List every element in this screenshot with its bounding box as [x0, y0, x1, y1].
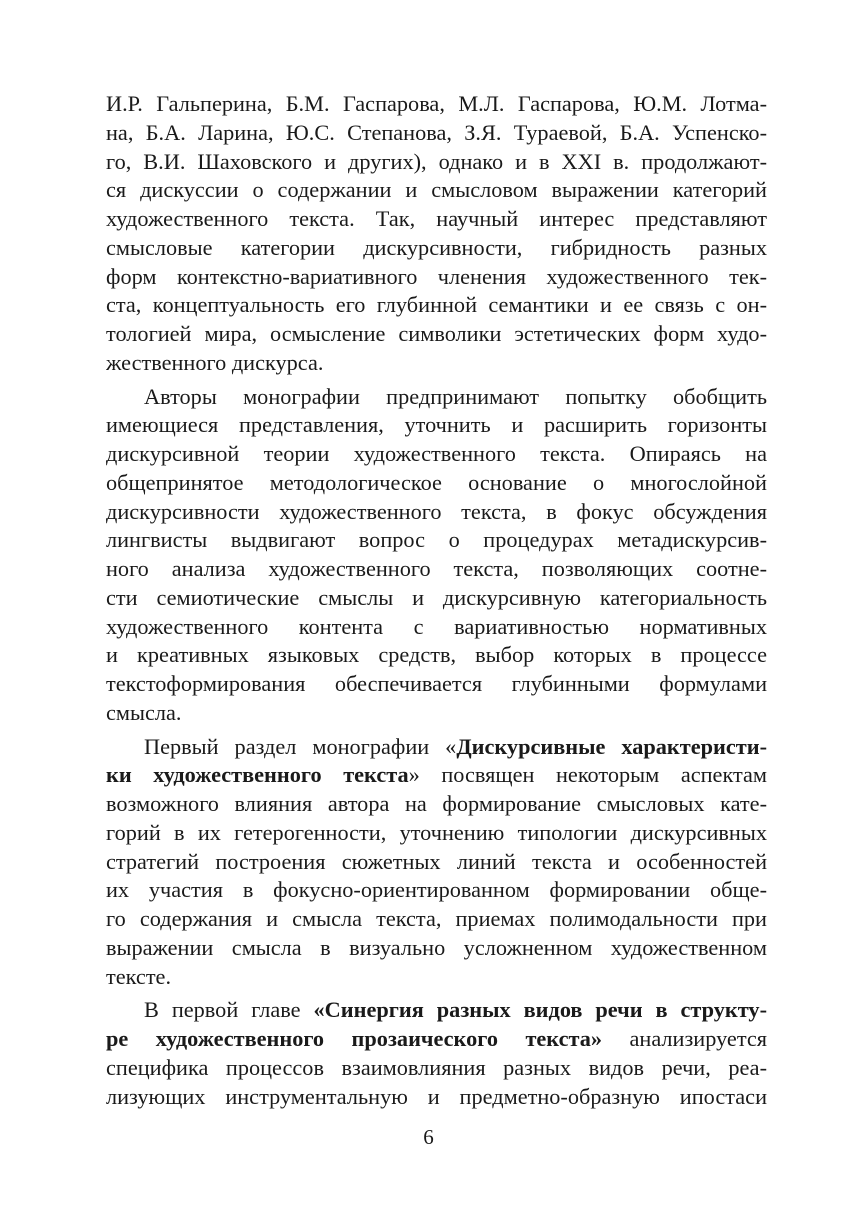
body-text: [106, 90, 767, 1111]
text-line: текстоформирования обеспечивается глубинными формулами: [106, 671, 767, 696]
paragraph-3: [106, 733, 767, 992]
text-run: анализируется: [602, 1026, 767, 1051]
paragraph-2: [106, 383, 767, 728]
text-line: ся дискуссии о содержании и смысловом выражении категорий: [106, 177, 767, 203]
bold-chapter-title: ре художественного прозаического текста»: [106, 1026, 603, 1051]
text-line: Авторы монографии предпринимают попытку обобщить: [144, 383, 767, 409]
text-line: выражении смысла в визуально усложненном художественном: [106, 934, 767, 960]
text-line: возможного влияния автора на формирование смысловых кате-: [106, 791, 767, 816]
text-line: художественного контента с вариативностью нормативных: [106, 613, 767, 639]
text-line: тологией мира, осмысление символики эстетических форм худо-: [106, 321, 767, 346]
paragraph-1: [106, 90, 767, 378]
text-line: смысловые категории дискурсивности, гибридность разных: [106, 234, 767, 260]
text-line: жественного дискурса.: [106, 349, 324, 375]
text-line: го содержания и смысла текста, приемах полимодальности при: [106, 906, 767, 931]
text-line: го, В.И. Шаховского и других), однако и в XXI в. продолжают-: [106, 148, 767, 174]
text-line: горий в их гетерогенности, уточнению типологии дискурсивных: [106, 819, 767, 845]
paragraph-4: [106, 996, 767, 1111]
text-line: [106, 996, 767, 1025]
bold-chapter-title: «Синергия разных видов речи в структу-: [313, 997, 767, 1023]
text-line: дискурсивной теории художественного текста. Опираясь на: [106, 441, 767, 466]
text-line: специфика процессов взаимовлияния разных видов речи, реа-: [106, 1054, 767, 1080]
text-line: тексте.: [106, 963, 172, 989]
text-line: ного анализа художественного текста, позволяющих соотне-: [106, 556, 767, 581]
bold-section-title: ки художественного текста: [106, 762, 409, 788]
text-line: и креативных языковых средств, выбор которых в процессе: [106, 642, 767, 668]
text-line: [106, 733, 767, 762]
text-line: [106, 761, 767, 790]
text-run: В первой главе: [144, 997, 314, 1023]
text-line: их участия в фокусно-ориентированном формировании обще-: [106, 877, 767, 903]
text-run: Первый раздел монографии «: [144, 733, 457, 759]
text-line: стратегий построения сюжетных линий текста и особенностей: [106, 848, 767, 874]
text-line: И.Р. Гальперина, Б.М. Гаспарова, М.Л. Гаспарова, Ю.М. Лотма-: [106, 91, 767, 116]
text-line: дискурсивности художественного текста, в фокус обсуждения: [106, 498, 767, 524]
text-line: [106, 1025, 767, 1054]
text-run: » посвящен некоторым аспектам: [408, 762, 767, 788]
text-line: имеющиеся представления, уточнить и расширить горизонты: [106, 412, 767, 438]
bold-section-title: Дискурсивные характеристи-: [456, 733, 767, 759]
text-line: форм контекстно-вариативного членения художественного тек-: [106, 263, 767, 289]
text-line: на, Б.А. Ларина, Ю.С. Степанова, З.Я. Тураевой, Б.А. Успенско-: [106, 119, 767, 145]
text-line: смысла.: [106, 699, 182, 725]
page-number: 6: [423, 1125, 434, 1149]
text-line: художественного текста. Так, научный интерес представляют: [106, 206, 767, 231]
text-line: лизующих инструментальную и предметно-образную ипостаси: [106, 1083, 767, 1109]
text-line: сти семиотические смыслы и дискурсивную категориальность: [106, 584, 767, 610]
text-line: лингвисты выдвигают вопрос о процедурах метадискурсив-: [106, 527, 767, 553]
text-line: ста, концептуальность его глубинной семантики и ее связь с он-: [106, 292, 767, 318]
text-line: общепринятое методологическое основание о многослойной: [106, 469, 767, 495]
